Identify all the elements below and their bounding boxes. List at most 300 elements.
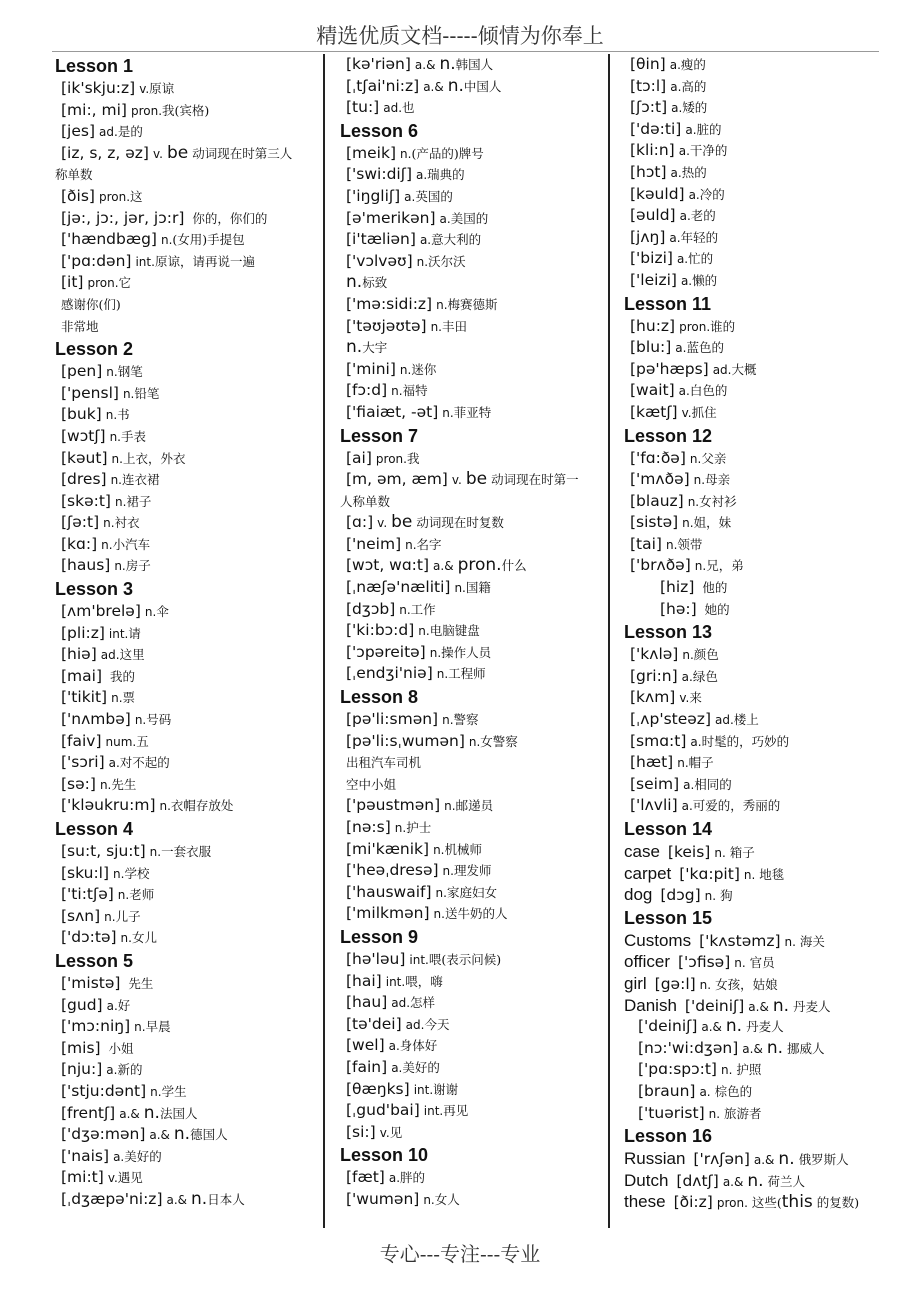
phonetic: ['bizi] [630,249,673,268]
vocab-entry [624,227,886,249]
phonetic: [mi:, mi] [61,100,127,119]
vocab-word: girl [624,973,647,993]
vocab-entry [55,1146,317,1168]
chinese-meaning: 护照 [732,1062,762,1078]
phonetic: [tu:] [346,98,380,117]
part-of-speech: n. [111,691,123,706]
part-of-speech: a. [391,1060,403,1075]
chinese-meaning: 父亲 [701,450,727,466]
chinese-meaning: 梅赛德斯 [447,296,498,312]
phonetic: ['mʌðə] [630,470,690,489]
vocab-entry [624,54,886,76]
part-of-speech: pron. [716,1196,748,1211]
phonetic: [fain] [346,1057,388,1076]
part-of-speech-word: n. [439,54,456,74]
vocab-entry [340,380,598,402]
phonetic: [ˌʌp'steəz] [630,710,711,729]
page-header-title: 精选优质文档-----倾情为你奉上 [316,24,604,48]
part-of-speech: n. [689,451,702,466]
vocab-entry [340,359,598,381]
phonetic: [ʃɔ:t] [630,98,668,117]
column-divider-1 [323,54,325,1228]
vocab-entry [624,512,886,534]
chinese-meaning: 迷你 [411,361,437,377]
chinese-meaning: 他的 [698,580,728,596]
part-of-speech: n. [694,559,707,574]
chinese-meaning: 早晨 [145,1019,171,1035]
vocab-word: officer [624,952,670,972]
chinese-meaning: 沃尔沃 [428,253,466,269]
part-of-speech: a. [678,384,690,399]
chinese-meaning: 冷的 [699,186,725,202]
vocab-entry [55,491,317,513]
chinese-meaning: 号码 [146,712,172,728]
chinese-meaning: 也 [402,100,415,116]
vocabulary-column-2 [340,54,598,1228]
vocab-entry [55,774,317,796]
vocab-entry [624,709,886,731]
chinese-meaning: 谢谢 [433,1081,459,1097]
phonetic: [buk] [61,405,102,424]
part-of-speech-word: n. [778,1149,795,1170]
part-of-speech: a. [113,1149,125,1164]
vocab-entry [55,906,317,928]
vocab-entry [55,1038,317,1060]
part-of-speech: int. [413,1082,434,1097]
chinese-meaning: 楼上 [733,712,759,728]
part-of-speech-word: n. [143,1102,160,1123]
chinese-meaning: 大概 [731,361,757,377]
lesson-heading: Lesson 3 [55,579,134,600]
vocab-entry [340,1189,598,1211]
part-of-speech: n. [144,605,157,620]
phonetic: [hɔt] [630,162,667,181]
vocab-word: case [624,842,660,861]
vocab-entry [340,54,598,76]
phonetic: ['nais] [61,1146,110,1165]
chinese-meaning: 地毯 [755,866,785,882]
phonetic: [hu:z] [630,316,676,335]
vocab-entry [624,491,886,513]
phonetic: [ik'skju:z] [61,79,136,97]
vocab-entry [55,841,317,863]
vocab-entry [624,644,886,666]
chinese-meaning: 动词现在时第一 [487,472,579,488]
vocab-entry [340,143,598,165]
part-of-speech: n. [120,931,132,946]
chinese-meaning: 这 [130,188,143,204]
vocab-entry [55,164,317,186]
chinese-meaning: 动词现在时第三人 [188,145,293,161]
vocab-entry [340,555,598,577]
phonetic: [kəut] [61,448,108,467]
phonetic: ['tikit] [61,688,108,707]
chinese-meaning: 蓝色的 [686,340,724,356]
phonetic: [ˌendʒi'niə] [346,664,433,683]
vocab-entry [55,623,317,645]
part-of-speech: n. [442,405,454,420]
vocab-entry [55,100,317,122]
chinese-meaning: 荷兰人 [763,1173,806,1189]
phonetic: ['deiniʃ] [684,996,745,1015]
lesson-heading: Lesson 9 [340,926,419,947]
vocab-entry [340,164,598,186]
chinese-meaning: 空中小姐 [346,776,397,792]
chinese-meaning: 工作 [410,601,436,617]
chinese-meaning: 钢笔 [117,364,143,380]
part-of-speech: n. [114,559,126,574]
part-of-speech: a. [670,165,682,180]
part-of-speech: n. [682,516,694,531]
vocab-entry [55,251,317,273]
chinese-meaning: 学生 [161,1083,187,1099]
phonetic: [sʌn] [61,906,101,925]
vocab-entry [340,448,598,470]
part-of-speech: v. [152,146,163,161]
chinese-meaning: 老师 [129,887,155,903]
vocab-entry [624,184,886,206]
part-of-speech-word: n. [725,1016,743,1037]
phonetic: [i'tæliən] [346,230,416,249]
part-of-speech: v. [139,82,150,96]
chinese-meaning: 中国人 [463,78,502,94]
part-of-speech: v. [679,691,690,706]
vocab-entry [624,1148,886,1170]
lesson-heading: Lesson 7 [340,425,419,446]
phonetic: [hau] [346,993,388,1012]
part-of-speech: ad. [712,362,732,377]
vocab-entry [624,380,886,402]
chinese-meaning: 请 [128,625,141,641]
vocab-entry [624,774,886,796]
part-of-speech: n. [682,648,694,663]
vocab-entry [55,316,317,338]
phonetic: ['dʒə:mən] [61,1125,146,1144]
phonetic: [hə:] [660,599,697,618]
vocab-word: Russian [624,1149,686,1169]
vocab-entry [55,383,317,405]
part-of-speech: v. [451,473,462,488]
chinese-meaning: 连衣裙 [122,472,160,488]
part-of-speech: a.& [433,559,454,574]
phonetic: [smɑ:t] [630,731,687,750]
phonetic: [pə'hæps] [630,359,709,378]
chinese-meaning: 原谅，请再说一遍 [154,253,255,269]
vocab-entry [55,795,317,817]
part-of-speech: n. [150,1084,162,1099]
part-of-speech: n. [399,362,412,377]
vocab-entry [624,1059,886,1081]
chinese-meaning: 大宇 [362,340,388,356]
vocab-entry [340,337,598,359]
phonetic: ['ti:tʃə] [61,885,114,904]
phonetic: ['wumən] [346,1189,420,1208]
phonetic: [frentʃ] [61,1103,116,1122]
part-of-speech: a. [106,1063,118,1078]
column-divider-2 [608,54,610,1228]
vocab-word: Dutch [624,1170,669,1190]
vocab-entry [340,860,598,882]
vocab-entry [55,294,317,316]
phonetic: [fɔ:d] [346,381,388,400]
part-of-speech: n. [104,909,116,924]
vocab-entry [340,512,598,534]
part-of-speech: a. [676,252,689,267]
vocab-entry [340,294,598,316]
phonetic: [pli:z] [61,623,105,642]
chinese-meaning: 德国人 [190,1127,228,1143]
part-of-speech-word: n. [346,272,363,293]
vocab-entry [624,1016,886,1038]
phonetic: [seim] [630,774,680,793]
phonetic: [jə:, jɔ:, jər, jɔ:r] [61,208,185,227]
part-of-speech-word: n. [747,1170,764,1191]
vocab-entry [340,316,598,338]
phonetic: [mis] [61,1038,101,1057]
vocab-entry [55,534,317,556]
vocab-entry [624,687,886,709]
part-of-speech: n. [699,977,712,992]
part-of-speech: a.& [166,1192,188,1207]
vocab-entry [55,995,317,1017]
part-of-speech: n. [113,866,125,881]
part-of-speech: v. [377,516,388,531]
part-of-speech: n. [665,537,678,552]
vocab-entry [340,251,598,273]
vocab-entry [624,1191,886,1213]
part-of-speech: a. [690,734,702,749]
part-of-speech: n. [687,494,700,509]
chinese-meaning: 瘦的 [680,57,706,72]
chinese-meaning: 瑞典的 [427,167,465,183]
chinese-meaning: 福特 [402,383,428,399]
phonetic: ['pensl] [61,383,119,402]
part-of-speech: a. [388,1171,401,1186]
phonetic: ['ɔfisə] [678,953,731,972]
phonetic: [braun] [638,1081,696,1100]
chinese-meaning: 小姐 [104,1040,134,1056]
part-of-speech: n. [442,864,454,879]
chinese-meaning: 干净的 [689,143,728,159]
vocab-entry [624,205,886,227]
vocab-entry [624,752,886,774]
phonetic: ['milkmən] [346,904,430,923]
vocab-entry [55,884,317,906]
phonetic: [sistə] [630,513,679,532]
vocab-entry [624,402,886,424]
part-of-speech: n. [134,1020,146,1035]
part-of-speech: n. [400,146,412,161]
phonetic: [wɔt, wɑ:t] [346,556,430,575]
vocab-entry [624,1170,886,1192]
vocab-entry [55,666,317,688]
chinese-meaning: 邮递员 [455,798,494,814]
part-of-speech: n. [99,777,112,792]
phonetic: [kli:n] [630,141,675,160]
vocab-entry [55,361,317,383]
vocab-entry [55,1103,317,1125]
chinese-meaning: 它 [118,275,132,291]
chinese-meaning: 裙子 [126,493,152,509]
chinese-meaning: 喂(表示问候) [428,951,502,967]
part-of-speech: int. [385,974,406,989]
chinese-meaning: 的复数) [812,1195,860,1211]
part-of-speech-word: pron. [457,555,502,576]
part-of-speech: a. [670,79,682,94]
part-of-speech: n. [429,645,442,660]
phonetic: [ðis] [61,186,95,205]
phonetic: [jes] [61,122,96,141]
chinese-meaning: 机械师 [444,841,483,857]
chinese-meaning: 女人 [434,1191,460,1207]
vocab-entry [55,752,317,774]
chinese-meaning: 怎样 [410,995,436,1011]
part-of-speech-word: n. [447,75,464,96]
chinese-meaning: 我(宾格) [162,102,210,118]
chinese-meaning: 原谅 [149,81,175,96]
vocab-word: dog [624,885,653,905]
part-of-speech-word: n. [173,1124,191,1145]
vocab-entry [340,272,598,294]
part-of-speech: n. [433,842,445,857]
vocab-entry [624,1081,886,1103]
part-of-speech: n. [714,846,726,860]
part-of-speech: n. [435,885,447,900]
part-of-speech: a.& [722,1174,744,1189]
phonetic: [su:t, sju:t] [61,842,146,860]
phonetic: [ʃə:t] [61,513,100,532]
chinese-meaning: 姐，妹 [693,515,732,531]
vocab-entry [624,248,886,270]
phonetic: ['hauswaif] [346,882,432,901]
phonetic: ['swi:diʃ] [346,165,412,184]
vocab-entry [55,426,317,448]
chinese-meaning: 挪威人 [783,1040,825,1056]
chinese-meaning: 年轻的 [680,229,719,245]
phonetic: [ˌtʃai'ni:z] [346,76,420,95]
phonetic: [θæŋks] [346,1079,410,1098]
part-of-speech: a.& [423,79,444,94]
phonetic: ['ki:bɔ:d] [346,621,415,640]
part-of-speech: a. [678,144,690,159]
part-of-speech: ad. [715,713,734,728]
part-of-speech: n. [784,934,796,949]
chinese-meaning: 海关 [795,933,825,949]
phonetic: ['ɔpəreitə] [346,642,426,661]
phonetic: [kə'riən] [346,55,411,73]
phonetic: [wait] [630,381,675,400]
vocab-entry [55,644,317,666]
part-of-speech: n. [109,429,121,444]
chinese-meaning: 矮的 [682,100,708,116]
phonetic: [blauz] [630,491,684,510]
part-of-speech: a. [675,341,687,356]
part-of-speech: a. [388,1039,400,1054]
phonetic: [it] [61,273,84,292]
chinese-meaning: (女用)手提包 [172,232,245,248]
chinese-meaning: 遇见 [117,1170,143,1186]
phonetic: [ɑ:] [346,513,374,532]
page-footer: 专心---专注---专业 [379,1242,541,1266]
chinese-meaning: 狗 [716,888,733,904]
part-of-speech: a. [699,1084,711,1099]
vocab-entry [55,1124,317,1146]
phonetic: [hə'ləu] [346,949,406,968]
vocab-entry [55,973,317,995]
part-of-speech: int. [423,1104,444,1119]
vocab-entry [624,469,886,491]
part-of-speech: int. [409,952,429,967]
vocab-entry [624,795,886,817]
vocab-entry [340,663,598,685]
vocab-entry [55,121,317,143]
vocab-entry [55,863,317,885]
vocab-entry [624,140,886,162]
part-of-speech: v. [681,405,692,420]
part-of-speech: ad. [383,101,403,116]
part-of-speech: n. [436,667,449,682]
chinese-meaning: 意大利的 [431,232,482,248]
phonetic: ['nʌmbə] [61,710,131,729]
chinese-meaning: 日本人 [207,1191,245,1207]
chinese-meaning: 懒的 [692,272,718,288]
phonetic: [haus] [61,556,111,575]
phonetic: [keis] [667,843,711,861]
phonetic: ['pəustmən] [346,796,441,815]
chinese-meaning: 谁的 [710,318,736,334]
vocab-entry [340,1100,598,1122]
chinese-meaning: 感谢你(们) [61,296,121,312]
part-of-speech: a. [688,187,700,202]
phonetic: [hiə] [61,645,97,664]
part-of-speech: n. [399,602,411,617]
phonetic: [gud] [61,995,103,1014]
chinese-meaning: 丹麦人 [742,1019,784,1035]
phonetic: [kəuld] [630,184,685,203]
vocab-entry [55,469,317,491]
chinese-meaning: 送牛奶的人 [444,906,508,922]
chinese-meaning: 女衬衫 [699,493,737,509]
vocab-word: Danish [624,995,677,1015]
chinese-meaning: 再见 [443,1103,469,1119]
chinese-meaning: 抓住 [691,404,717,420]
part-of-speech: pron. [87,276,119,291]
phonetic: [dɔg] [660,886,701,905]
lesson-heading: Lesson 2 [55,339,134,360]
part-of-speech: n. [708,1106,721,1121]
chinese-meaning: 美国的 [450,210,489,226]
part-of-speech: ad. [100,648,120,663]
chinese-meaning: 非常地 [61,318,99,334]
vocab-entry [340,186,598,208]
part-of-speech-word: be [465,469,488,490]
phonetic: ['sɔri] [61,753,105,772]
vocab-entry [340,731,598,753]
vocab-entry [55,927,317,949]
part-of-speech: n. [391,384,403,399]
vocab-entry [340,903,598,925]
lesson-heading: Lesson 8 [340,687,419,708]
phonetic: [ˌnæʃə'næliti] [346,578,451,597]
phonetic: [ˌdʒæpə'ni:z] [61,1189,163,1208]
vocab-entry [340,949,598,971]
phonetic: [kætʃ] [630,402,678,421]
vocab-entry [340,709,598,731]
part-of-speech: ad. [99,125,118,140]
part-of-speech: n. [430,319,442,334]
phonetic: ['tuərist] [638,1103,705,1122]
part-of-speech: v. [107,1171,118,1186]
